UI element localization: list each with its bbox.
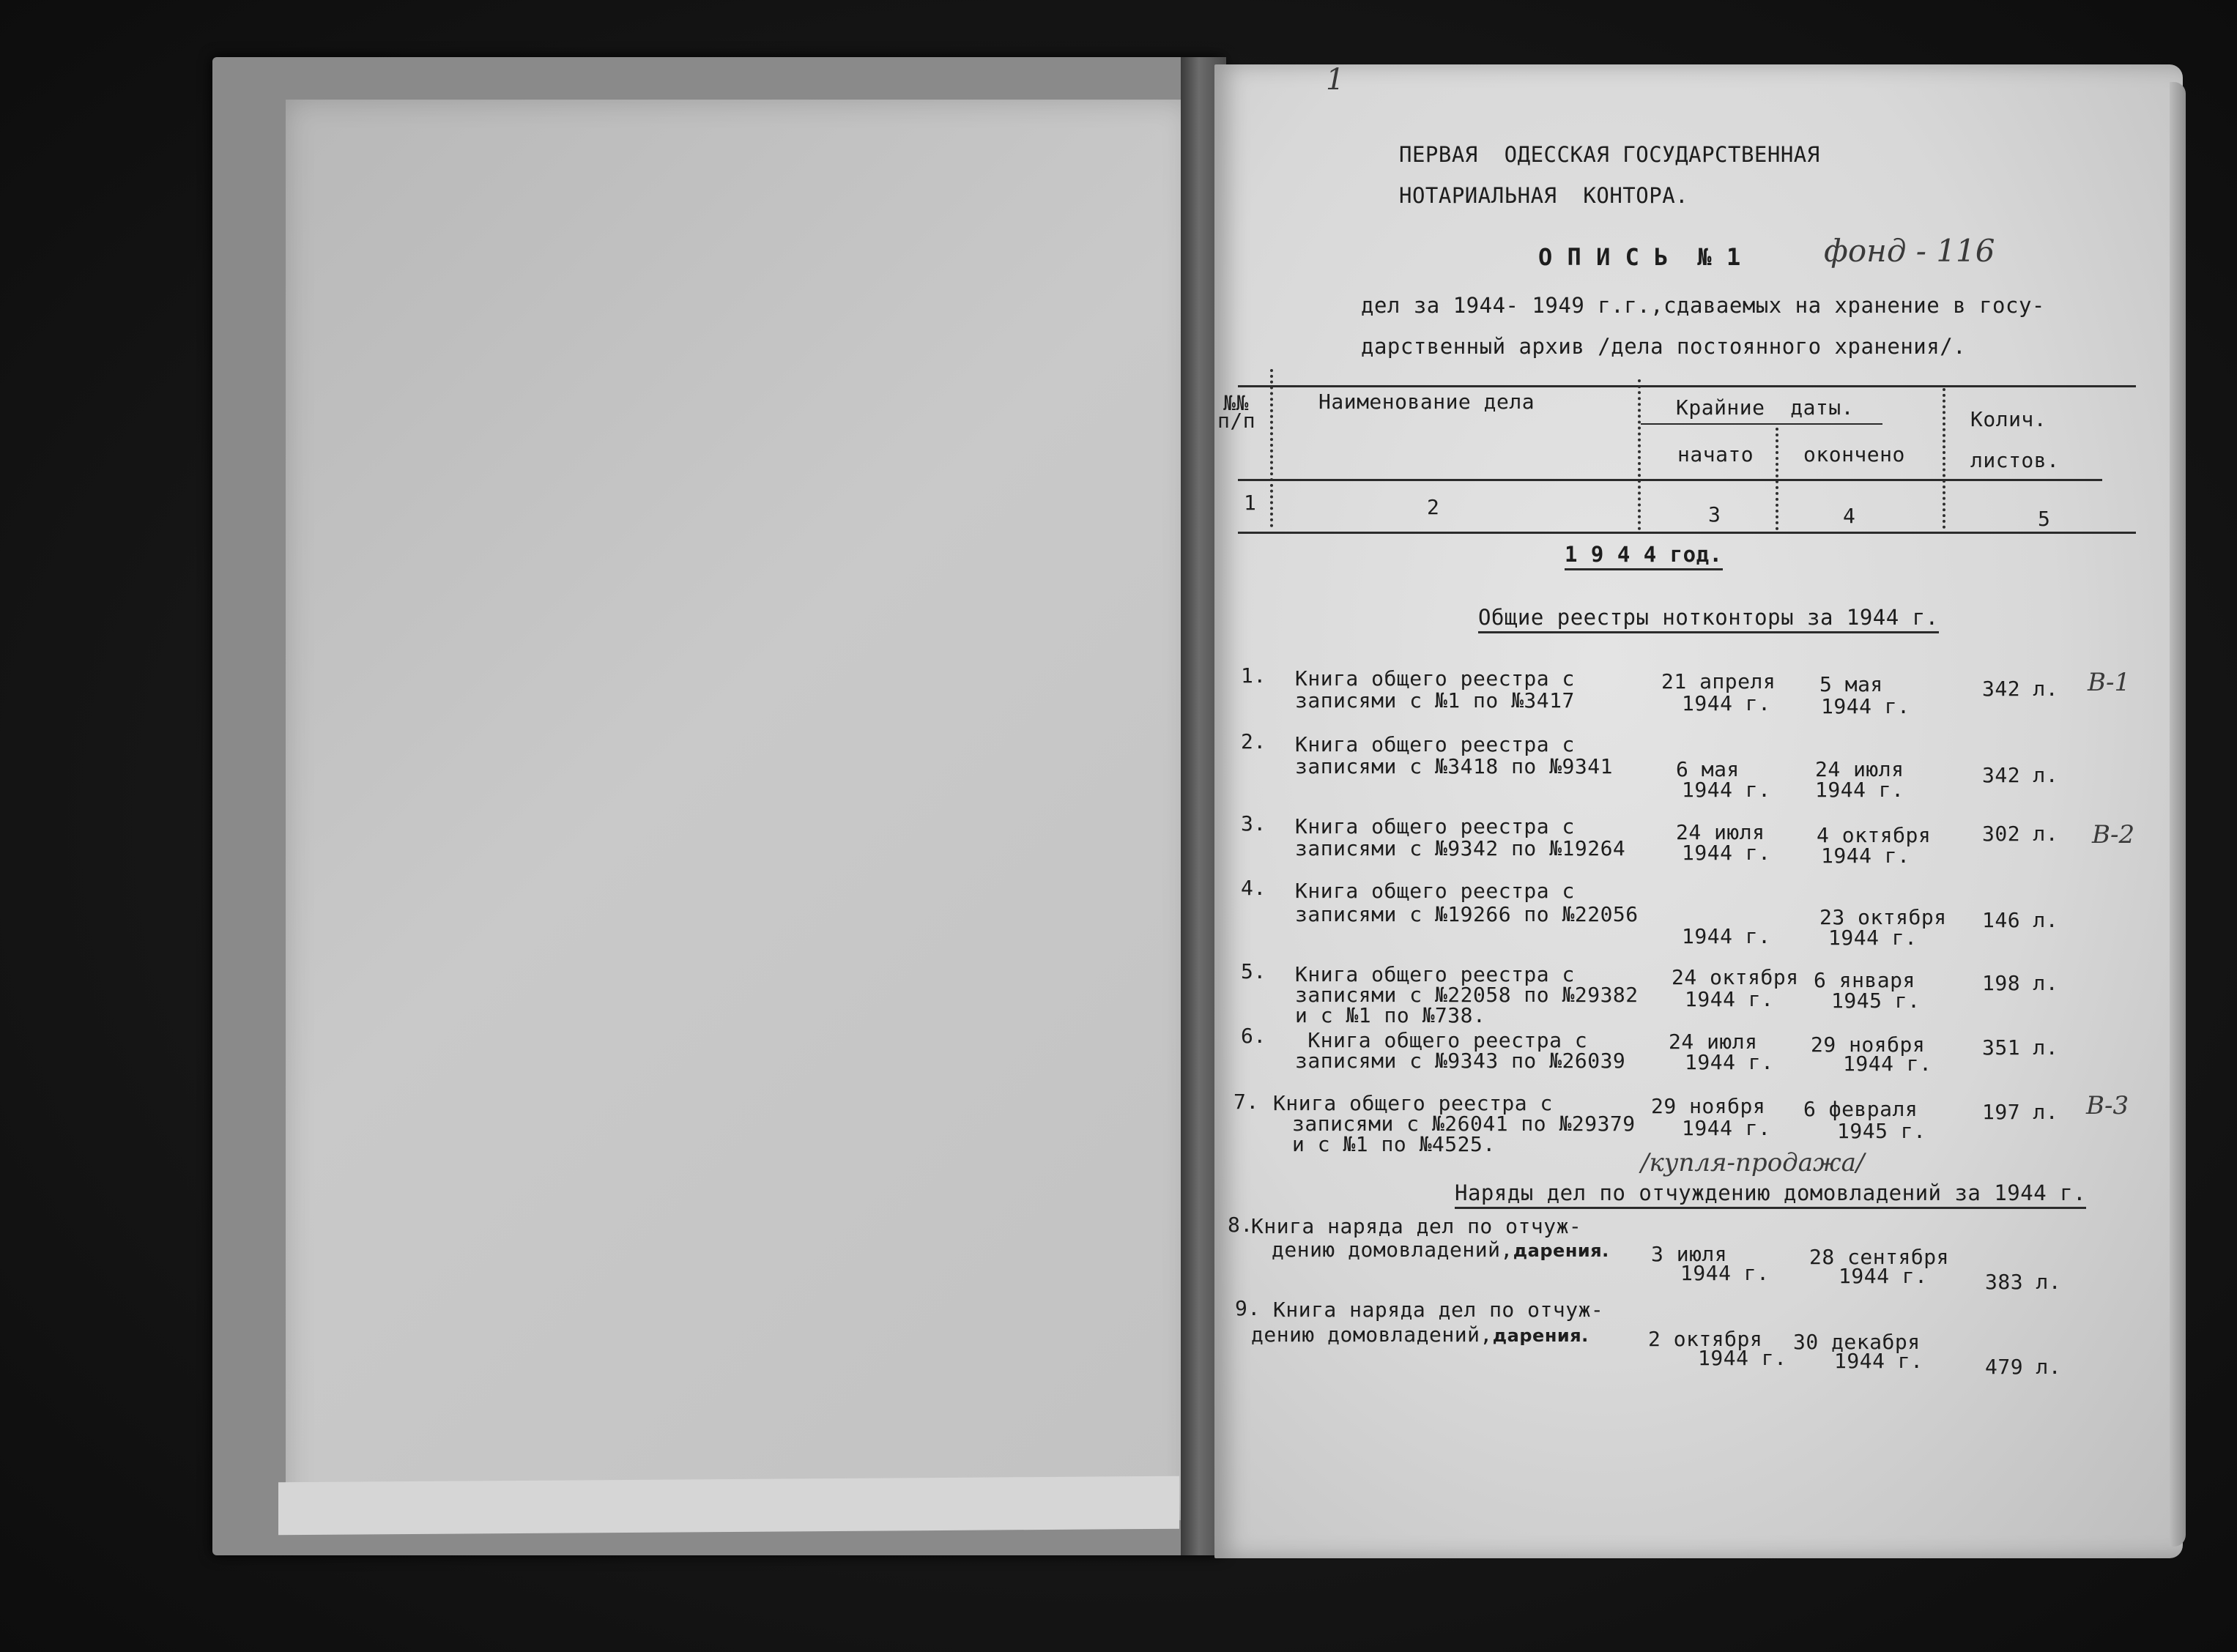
table-top-rule (1238, 385, 2136, 387)
dates-subheader-rule (1641, 423, 1882, 425)
column-divider (1776, 428, 1784, 530)
col-index-1: 1 (1244, 491, 1257, 515)
col-sheets-label2: листов. (1970, 448, 2060, 472)
section-heading-general-registers: Общие реестры нотконторы за 1944 г. (1478, 605, 1939, 630)
col-number-label: №№ (1223, 391, 1249, 415)
col-index-3: 3 (1708, 502, 1721, 527)
column-divider (1638, 379, 1647, 530)
handwritten-fond-number: фонд - 116 (1824, 233, 1995, 269)
col-dates-label: Крайние даты. (1676, 395, 1855, 420)
col-start-label: начато (1677, 442, 1754, 466)
handwritten-note-purchase-sale: /купля-продажа/ (1641, 1148, 1865, 1177)
section-heading-house-alienation: Наряды дел по отчуждению домовладений за 1944 г. (1455, 1180, 2086, 1205)
col-index-2: 2 (1427, 495, 1440, 519)
subtitle-line2: дарственный архив /дела постоянного хранения/. (1361, 334, 1967, 359)
org-name-line1: ПЕРВАЯ ОДЕССКАЯ ГОСУДАРСТВЕННАЯ (1399, 142, 1820, 167)
col-title-label: Наименование дела (1318, 390, 1535, 414)
page-stack-edge (2170, 82, 2186, 1547)
table-header-rule (1238, 479, 2102, 481)
left-blank-page (286, 100, 1191, 1520)
col-end-label: окончено (1803, 442, 1905, 466)
col-index-5: 5 (2038, 507, 2051, 531)
column-divider (1270, 369, 1279, 527)
col-number-label-pp: п/п (1217, 409, 1256, 433)
org-name-line2: НОТАРИАЛЬНАЯ КОНТОРА. (1399, 183, 1689, 208)
column-divider (1943, 388, 1951, 529)
col-index-4: 4 (1843, 504, 1856, 528)
left-page-edge (278, 1476, 1179, 1536)
year-heading: 1 9 4 4 год. (1565, 542, 1723, 567)
inventory-title: О П И С Ь № 1 (1538, 243, 1741, 271)
subtitle-line1: дел за 1944- 1949 г.г.,сдаваемых на хранение в госу- (1361, 293, 2045, 318)
col-sheets-label: Колич. (1970, 407, 2047, 431)
page-number-mark: 1 (1326, 63, 1345, 97)
table-numbering-rule (1238, 532, 2136, 534)
